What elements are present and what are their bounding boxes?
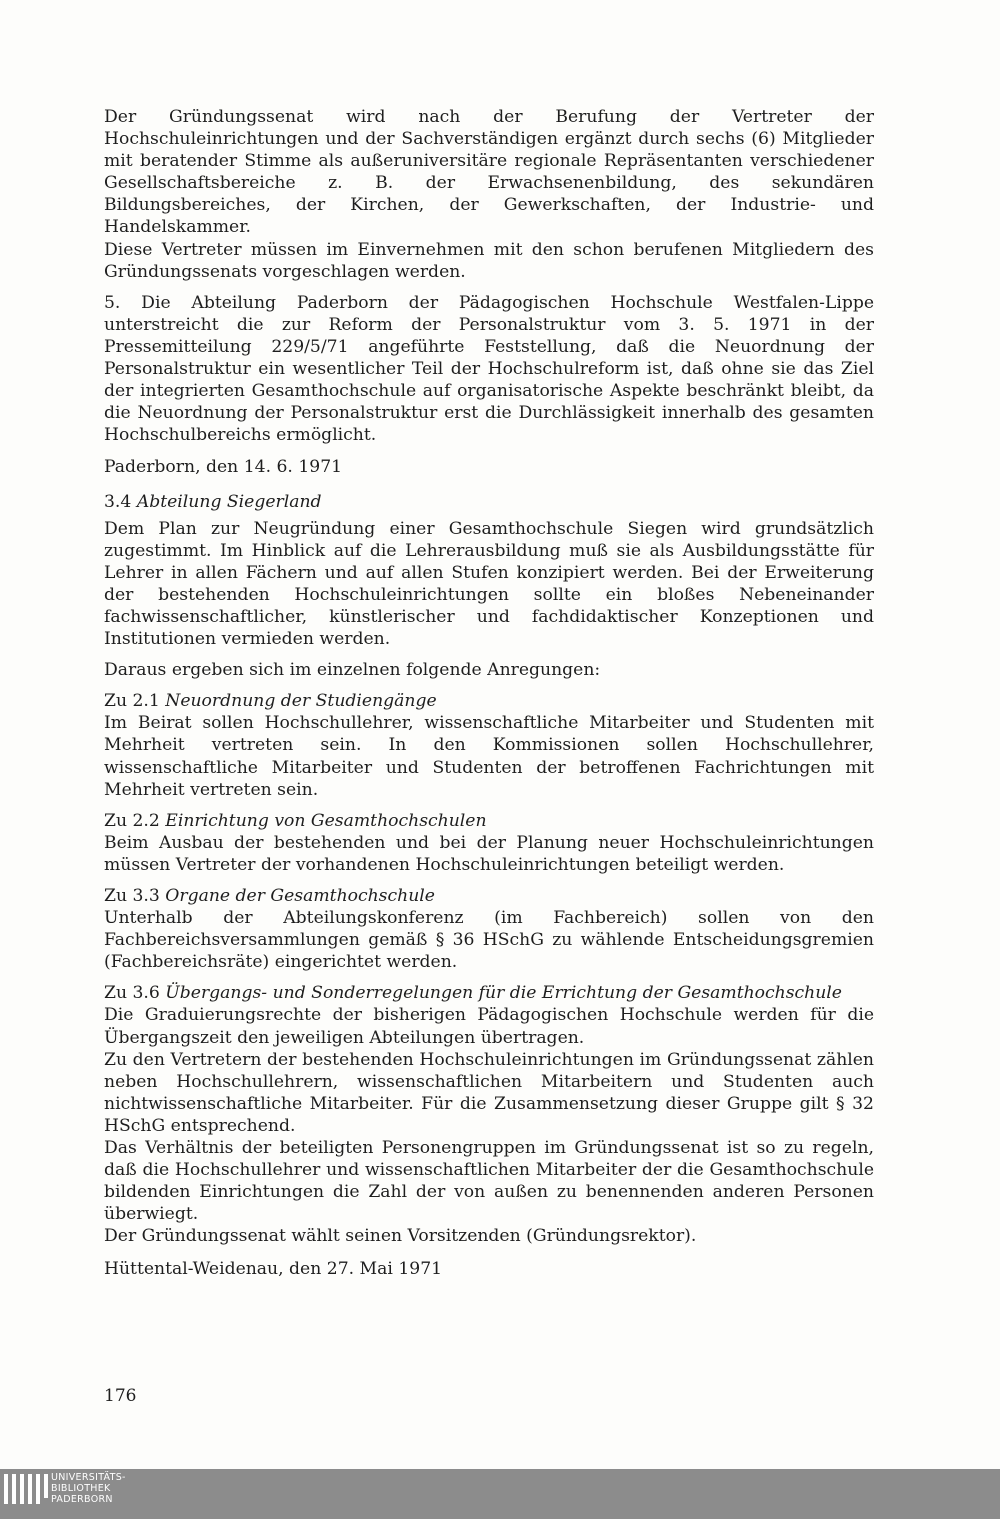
logo-line-2: BIBLIOTHEK xyxy=(51,1483,111,1494)
subheading-zu-2-2 xyxy=(104,810,874,832)
library-footer-bar xyxy=(0,1469,1000,1519)
paragraph-zu-2-2: Beim Ausbau der bestehenden und bei der Planung neuer Hochschuleinrichtungen müssen Vertreter der vorhandenen Hochschuleinrichtungen beteiligt werden. xyxy=(104,832,874,875)
subheading-title: Neuordnung der Studiengänge xyxy=(165,691,437,712)
subheading-title: Übergangs- und Sonderregelungen für die Errichtung der Gesamthochschule xyxy=(165,983,842,1004)
paragraph-representatives: Diese Vertreter müssen im Einvernehmen mit den schon berufenen Mitgliedern des Gründungssenats vorgeschlagen werden. xyxy=(104,239,874,282)
section-heading-3-4 xyxy=(104,491,874,513)
subheading-number: Zu 2.1 xyxy=(104,691,160,712)
paragraph-siegen-plan: Dem Plan zur Neugründung einer Gesamthochschule Siegen wird grundsätzlich zugestimmt. Im Hinblick auf die Lehrerausbildung muß sie als Ausbildungsstätte für Lehrer in allen Fächern und auf allen Stufen konzipiert werden. Bei der Erweiterung der bestehenden Hochschuleinrichtungen sollte ein bloßes Nebeneinander fachwissenschaftlicher, künstlerischer und fachdidaktischer Konzeptionen und Institutionen vermieden werden. xyxy=(104,518,874,650)
logo-line-3: PADERBORN xyxy=(51,1494,113,1505)
subheading-zu-2-1 xyxy=(104,690,874,712)
subheading-zu-3-3 xyxy=(104,885,874,907)
paragraph-zu-2-1: Im Beirat sollen Hochschullehrer, wissenschaftliche Mitarbeiter und Studenten mit Mehrheit vertreten sein. In den Kommissionen sollen Hochschullehrer, wissenschaftliche Mitarbeiter und Studenten der betroffenen Fachrichtungen mit Mehrheit vertreten sein. xyxy=(104,713,874,800)
paragraph-zu-3-3: Unterhalb der Abteilungskonferenz (im Fachbereich) sollen von den Fachbereichsversammlungen gemäß § 36 HSchG zu wählende Entscheidungsgremien (Fachbereichsräte) eingerichtet werden. xyxy=(104,908,874,973)
date-huettental: Hüttental-Weidenau, den 27. Mai 1971 xyxy=(104,1258,443,1279)
subheading-title: Einrichtung von Gesamthochschulen xyxy=(165,810,487,831)
subheading-number: Zu 2.2 xyxy=(104,810,160,831)
paragraph-zu-3-6-chair: Der Gründungssenat wählt seinen Vorsitzenden (Gründungsrektor). xyxy=(104,1226,697,1247)
subheading-zu-3-6 xyxy=(104,982,874,1004)
paragraph-senate-composition: Der Gründungssenat wird nach der Berufung der Vertreter der Hochschuleinrichtungen und der Sachverständigen ergänzt durch sechs (6) Mitglieder mit beratender Stimme als außeruniversitäre regionale Repräsentanten verschiedener Gesellschaftsbereiche z. B. der Erwachsenenbildung, des sekundären Bildungsbereiches, der Kirchen, der Gewerkschaften, der Industrie- und Handelskammer. xyxy=(104,107,874,238)
date-paderborn: Paderborn, den 14. 6. 1971 xyxy=(104,457,343,478)
section-number: 3.4 xyxy=(104,491,132,512)
paragraph-zu-3-6-ratio: Das Verhältnis der beteiligten Personengruppen im Gründungssenat ist so zu regeln, daß die Hochschullehrer und wissenschaftlichen Mitarbeiter der die Gesamthochschule bildenden Einrichtungen die Zahl der von außen zu benennenden anderen Personen überwiegt. xyxy=(104,1138,874,1225)
paragraph-zu-3-6-representatives: Zu den Vertretern der bestehenden Hochschuleinrichtungen im Gründungssenat zählen neben Hochschullehrern, wissenschaftlichen Mitarbeitern und Studenten auch nichtwissenschaftliche Mitarbeiter. Für die Zusammensetzung dieser Gruppe gilt § 32 HSchG entsprechend. xyxy=(104,1049,874,1136)
paragraph-suggestions-intro: Daraus ergeben sich im einzelnen folgende Anregungen: xyxy=(104,660,601,681)
library-bars-icon xyxy=(4,1474,48,1510)
subheading-number: Zu 3.3 xyxy=(104,886,160,906)
paragraph-zu-3-6-graduation: Die Graduierungsrechte der bisherigen Pädagogischen Hochschule werden für die Übergangszeit den jeweiligen Abteilungen übertragen. xyxy=(104,1005,874,1048)
page-number: 176 xyxy=(104,1386,137,1406)
document-body xyxy=(104,106,874,1280)
paragraph-point-5: 5. Die Abteilung Paderborn der Pädagogischen Hochschule Westfalen-Lippe unterstreicht die zur Reform der Personalstruktur vom 3. 5. 1971 in der Pressemitteilung 229/5/71 angeführte Feststellung, daß die Neuordnung der Personalstruktur ein wesentlicher Teil der Hochschulreform ist, daß ohne sie das Ziel der integrierten Gesamthochschule auf organisatorische Aspekte beschränkt bleibt, da die Neuordnung der Personalstruktur erst die Durchlässigkeit innerhalb des gesamten Hochschulbereichs ermöglicht. xyxy=(104,292,874,446)
subheading-title: Organe der Gesamthochschule xyxy=(165,886,435,906)
library-logo-text xyxy=(51,1472,126,1505)
subheading-number: Zu 3.6 xyxy=(104,983,160,1004)
logo-line-1: UNIVERSITÄTS- xyxy=(51,1472,126,1483)
section-title: Abteilung Siegerland xyxy=(136,491,322,512)
